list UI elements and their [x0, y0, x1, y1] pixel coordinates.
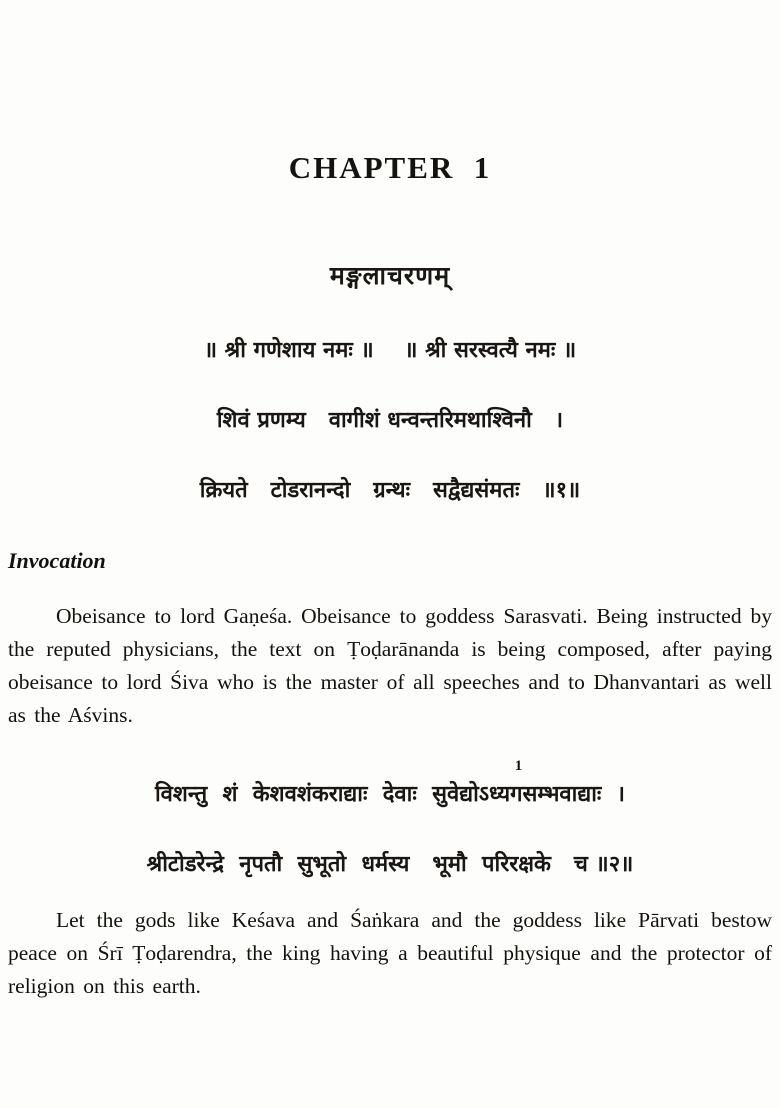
- sanskrit-verse2-line1: विशन्तु शं केशवशंकराद्याः देवाः सुवेद्योऽध्यगसम्भवाद्याः ।: [154, 782, 626, 807]
- sanskrit-section-heading: मङ्गलाचरणम्: [329, 261, 451, 290]
- sanskrit-verse1-line1: शिवं प्रणम्य वागीशं धन्वन्तरिमथाश्विनौ ।: [216, 408, 564, 433]
- sanskrit-salutation-line: ॥ श्री गणेशाय नमः ॥ ॥ श्री सरस्वत्यै नमः ॥: [203, 338, 577, 363]
- translation-paragraph-2: Let the gods like Keśava and Śaṅkara and the goddess like Pārvati bestow peace on Śrī Ṭoḍarendra, the king having a beautiful physique and the protector of religion on this earth.: [8, 908, 772, 998]
- sanskrit-verse1-line2: क्रियते टोडरानन्दो ग्रन्थः सद्वैद्यसंमतः ॥१॥: [199, 478, 581, 503]
- footnote-marker-1: 1: [514, 758, 523, 774]
- sanskrit-verse2-block: [0, 758, 780, 808]
- chapter-title: CHAPTER 1: [288, 150, 492, 185]
- translation-paragraph-1: Obeisance to lord Gaṇeśa. Obeisance to goddess Sarasvati. Being instructed by the reputed physicians, the text on Ṭoḍarānanda is being composed, after paying obeisance to lord Śiva who is the master of all speeches and to Dhanvantari as well as the Aśvins.: [8, 604, 772, 727]
- sanskrit-verse2-line2: श्रीटोडरेन्द्रे नृपतौ सुभूतो धर्मस्य भूमौ परिरक्षके च ॥२॥: [146, 852, 634, 877]
- section-label-invocation: Invocation: [8, 548, 106, 573]
